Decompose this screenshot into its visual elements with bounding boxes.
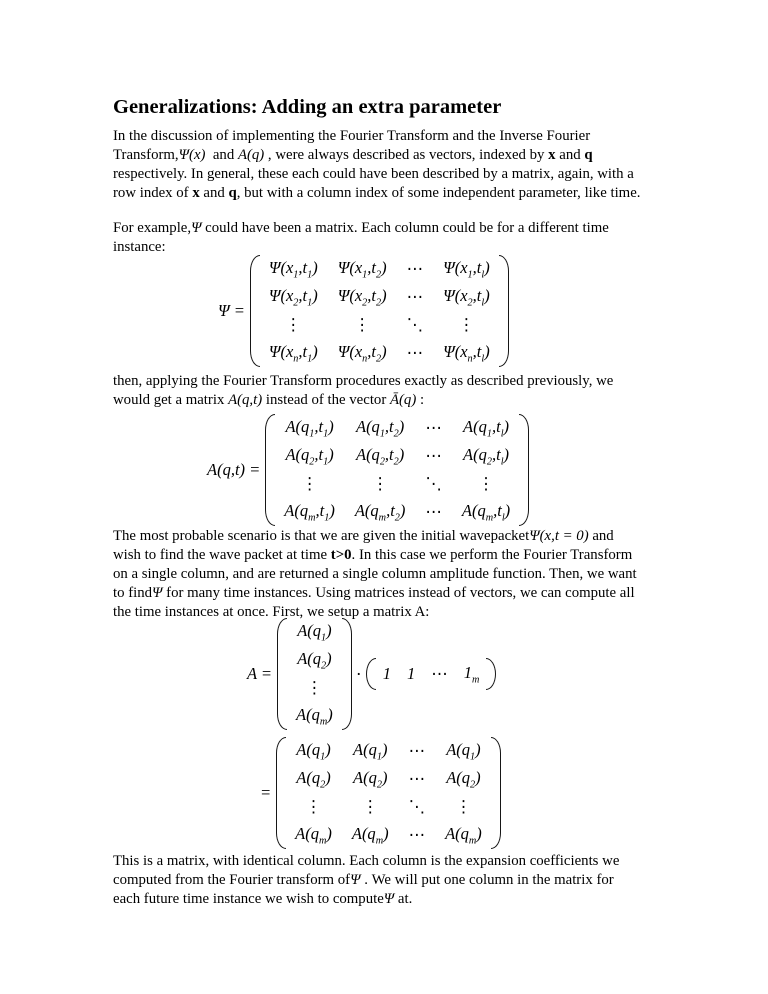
matrix-cell: ⋯ [425, 502, 442, 521]
subscript: 1 [307, 353, 313, 365]
right-paren [486, 658, 496, 690]
row-vector-cell: 1 [407, 663, 416, 683]
text-line: wish to find the wave packet at time t>0. In this case we perform the Fourier Transform [113, 547, 633, 563]
dot-operator: · [355, 663, 362, 684]
matrix-cell: ⋯ [406, 343, 424, 362]
matrix-cell: $A(q_1,t_l)$ [463, 416, 510, 440]
matrix-cell: ⋯ [406, 259, 424, 278]
text-line: then, applying the Fourier Transform procedures exactly as described previously, we [113, 373, 614, 389]
text-line: computed from the Fourier transform ofΨ . We will put one column in the matrix for [113, 872, 614, 888]
matrix-cell: ⋮ [306, 678, 323, 697]
matrix-cell: $\Psi(x_n,t_1)$ [268, 341, 318, 365]
subscript: m [468, 835, 477, 847]
matrix-cell: $A(q_m,t_2)$ [354, 500, 406, 524]
matrix-cell: ⋮ [455, 797, 472, 816]
subscript: 2 [321, 660, 327, 672]
row-vector [366, 658, 497, 690]
document-content [113, 95, 713, 909]
matrix-cell: $A(q_m,t_l)$ [461, 500, 511, 524]
text-line: row index of x and q, but with a column index of some independent parameter, like time. [113, 185, 641, 201]
subscript: 2 [470, 779, 476, 791]
subscript: 1 [307, 269, 313, 281]
bold-run: t>0 [330, 547, 352, 563]
matrix-cell: ⋱ [406, 315, 424, 334]
matrix-cell: $\Psi(x_n,t_l)$ [443, 341, 490, 365]
matrix-cell: ⋯ [408, 769, 426, 788]
bold-run: q [228, 185, 237, 201]
subscript: m [485, 512, 494, 524]
matrix [276, 737, 501, 849]
text-line: to findΨ for many time instances. Using matrices instead of vectors, we can compute all [113, 585, 635, 601]
subscript: 2 [379, 456, 385, 468]
matrix-cell: $A(q_m)$ [295, 823, 332, 847]
left-paren [276, 737, 286, 849]
matrix [277, 618, 352, 730]
matrix-cell: $A(q_m)$ [351, 823, 389, 847]
matrix-cell: ⋮ [361, 797, 379, 816]
subscript: 1 [309, 428, 315, 440]
matrix-cell: $\Psi(x_n,t_2)$ [337, 341, 387, 365]
bold-run: x [548, 147, 556, 163]
subscript: 1 [323, 456, 329, 468]
subscript: n [362, 353, 368, 365]
equation-lhs: A(q,t) = [207, 460, 261, 479]
matrix-cell: ⋯ [425, 418, 442, 437]
matrix-cell: $A(q_2,t_2)$ [355, 444, 405, 468]
subscript: n [467, 353, 473, 365]
subscript: 1 [470, 751, 476, 763]
matrix-cell: ⋯ [406, 287, 424, 306]
row-vector-cell: ⋯ [431, 663, 448, 683]
matrix-cell: ⋯ [408, 741, 426, 760]
subscript: 1 [379, 428, 385, 440]
italic-run: Ā(q) [389, 392, 417, 408]
text-line: instance: [113, 239, 166, 255]
matrix-cell: $A(q_2)$ [446, 767, 481, 791]
subscript: 1 [320, 751, 326, 763]
right-paren [519, 414, 529, 526]
equation-lhs: Ψ = [218, 301, 245, 320]
matrix-cell: $A(q_m,t_1)$ [284, 500, 335, 524]
equation-lhs: A = [247, 664, 273, 683]
matrix-cell: $\Psi(x_2,t_1)$ [268, 285, 318, 309]
matrix-cell: $A(q_2,t_l)$ [463, 444, 510, 468]
equation-a-outer-product [113, 618, 713, 730]
matrix-cell: ⋯ [408, 825, 426, 844]
matrix-cell: $\Psi(x_2,t_2)$ [337, 285, 387, 309]
italic-run: Ψ [152, 585, 163, 601]
text-line: each future time instance we wish to computeΨ at. [113, 891, 413, 907]
subscript: l [481, 353, 485, 365]
text-line: In the discussion of implementing the Fourier Transform and the Inverse Fourier [113, 128, 591, 144]
matrix-grid [287, 618, 342, 730]
matrix-cell: $A(q_2)$ [296, 767, 331, 791]
matrix-cell: $A(q_1,t_1)$ [285, 416, 334, 440]
subscript: 1 [321, 632, 327, 644]
italic-run: A(q,t) [228, 392, 263, 408]
text-line: This is a matrix, with identical column. Each column is the expansion coefficients we [113, 853, 620, 869]
paragraph-most-probable [113, 527, 713, 622]
subscript: 2 [375, 269, 382, 281]
matrix-cell: $\Psi(x_2,t_l)$ [443, 285, 490, 309]
row-vector-cell: 1 [382, 663, 392, 683]
matrix-cell: $A(q_1,t_2)$ [355, 416, 405, 440]
matrix-cell: ⋮ [458, 315, 475, 334]
page-title: Generalizations: Adding an extra parameter [113, 96, 502, 118]
subscript: 2 [293, 297, 299, 309]
text-line: Transform,Ψ(x) and A(q) , were always described as vectors, indexed by x and q [113, 147, 593, 163]
matrix-cell: $A(q_2)$ [353, 767, 388, 791]
subscript: m [375, 835, 384, 847]
matrix-cell: ⋮ [477, 474, 495, 493]
subscript: m [378, 512, 387, 524]
matrix-cell: $A(q_1)$ [297, 620, 332, 644]
subscript: m [308, 512, 316, 524]
bold-run: x [192, 185, 200, 201]
text-line: on a single column, and are returned a single column amplitude function. Then, we want [113, 566, 637, 582]
subscript: l [501, 512, 505, 524]
subscript: m [319, 716, 328, 728]
equation-psi-matrix [113, 255, 713, 367]
matrix-cell: $\Psi(x_1,t_2)$ [337, 257, 387, 281]
matrix-cell: ⋱ [425, 474, 442, 493]
paragraph-for-example [113, 219, 713, 257]
subscript: l [481, 269, 485, 281]
equation-lhs: = [260, 783, 272, 802]
matrix-grid [286, 737, 491, 849]
left-paren [366, 658, 376, 690]
paragraph-identical-columns [113, 852, 713, 909]
matrix-cell: $A(q_m)$ [445, 823, 482, 847]
matrix [250, 255, 509, 367]
equation-a-expanded [113, 737, 713, 849]
bold-run: q [584, 147, 593, 163]
italic-run: Ψ [383, 891, 395, 907]
matrix-cell: $\Psi(x_1,t_1)$ [268, 257, 318, 281]
subscript: 1 [362, 269, 368, 281]
left-paren [265, 414, 275, 526]
matrix-grid [275, 414, 519, 526]
subscript: 2 [393, 428, 399, 440]
matrix-cell: ⋮ [285, 315, 302, 334]
italic-run: Ψ [350, 872, 361, 888]
right-paren [499, 255, 509, 367]
row-vector-cells [376, 663, 487, 685]
subscript: m [472, 674, 480, 686]
italic-run: Ψ [191, 220, 202, 236]
subscript: 1 [307, 297, 313, 309]
matrix-cell: $A(q_m)$ [296, 704, 333, 728]
matrix-cell: ⋯ [425, 446, 442, 465]
equation-aqt-matrix [113, 414, 713, 526]
subscript: 1 [324, 512, 330, 524]
subscript: 1 [486, 428, 492, 440]
text-line: The most probable scenario is that we are given the initial wavepacketΨ(x,t = 0) and [113, 528, 614, 544]
matrix-cell: ⋮ [305, 797, 322, 816]
subscript: 2 [375, 297, 382, 309]
subscript: 2 [320, 779, 326, 791]
matrix-cell: ⋮ [353, 315, 371, 334]
left-paren [277, 618, 287, 730]
right-paren [342, 618, 352, 730]
subscript: l [500, 428, 504, 440]
text-line: would get a matrix A(q,t) instead of the vector Ā(q) : [113, 392, 425, 408]
italic-run: A(q) [237, 147, 265, 163]
row-vector-cell: $1_m$ [463, 662, 480, 686]
matrix-cell: $A(q_1)$ [353, 739, 388, 763]
matrix [265, 414, 529, 526]
matrix-cell: $A(q_1)$ [446, 739, 481, 763]
matrix-grid [260, 255, 499, 367]
italic-run: Ψ(x) [178, 147, 206, 163]
matrix-cell: $A(q_2,t_1)$ [285, 444, 334, 468]
subscript: 2 [394, 512, 400, 524]
subscript: 2 [467, 297, 473, 309]
subscript: 2 [309, 456, 315, 468]
subscript: 2 [393, 456, 399, 468]
left-paren [250, 255, 260, 367]
text-line: the time instances at once. First, we setup a matrix A: [113, 604, 430, 620]
subscript: 1 [376, 751, 382, 763]
text-line: respectively. In general, these each could have been described by a matrix, again, with a [113, 166, 634, 182]
subscript: 2 [362, 297, 368, 309]
subscript: 1 [293, 269, 299, 281]
paragraph-then-applying [113, 372, 713, 410]
matrix-cell: ⋮ [371, 474, 389, 493]
matrix-cell: $A(q_2)$ [297, 648, 332, 672]
matrix-cell: ⋮ [301, 474, 318, 493]
matrix-cell: $A(q_1)$ [296, 739, 331, 763]
subscript: n [293, 353, 299, 365]
subscript: 2 [375, 353, 382, 365]
matrix-cell: $\Psi(x_1,t_l)$ [443, 257, 490, 281]
subscript: l [481, 297, 485, 309]
subscript: m [318, 835, 327, 847]
subscript: l [500, 456, 504, 468]
matrix-cell: ⋱ [408, 797, 426, 816]
text-line: For example,Ψ could have been a matrix. Each column could be for a different time [113, 220, 609, 236]
subscript: 1 [467, 269, 473, 281]
subscript: 1 [323, 428, 329, 440]
right-paren [491, 737, 501, 849]
paragraph-intro [113, 127, 713, 203]
subscript: 2 [376, 779, 382, 791]
subscript: 2 [486, 456, 492, 468]
italic-run: Ψ(x,t = 0) [529, 528, 589, 544]
